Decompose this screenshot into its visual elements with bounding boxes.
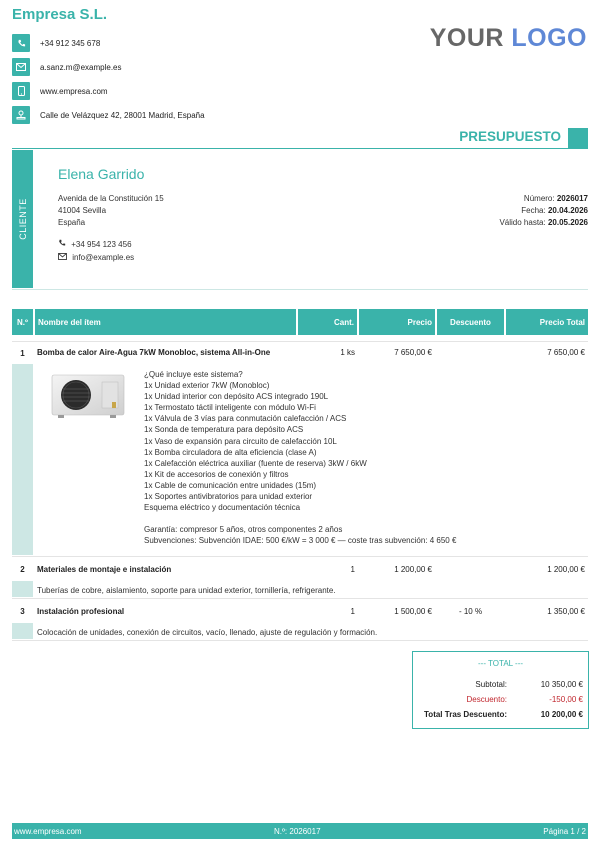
item-1-number: 1: [20, 348, 25, 358]
item-3-total: 1 350,00 €: [547, 607, 585, 616]
grand-total-value: 10 200,00 €: [540, 710, 583, 719]
item-3-discount: - 10 %: [458, 607, 483, 616]
item-3-qty: 1: [350, 607, 355, 616]
item-1-qty: 1 ks: [340, 348, 355, 357]
company-web: www.empresa.com: [40, 86, 108, 96]
phone-icon: [58, 240, 68, 249]
location-icon: [12, 106, 30, 124]
meta-valido-value: 20.05.2026: [547, 218, 588, 227]
client-divider: [12, 289, 588, 290]
item-2-name: Materiales de montaje e instalación: [37, 565, 172, 574]
title-accent-square: [568, 128, 588, 148]
item-2-total: 1 200,00 €: [547, 565, 585, 574]
row-divider: [12, 598, 588, 599]
meta-fecha-value: 20.04.2026: [547, 206, 588, 215]
header-n: N.º: [12, 309, 33, 335]
meta-numero-value: 2026017: [556, 194, 588, 203]
client-phone: +34 954 123 456: [71, 240, 132, 249]
company-email: a.sanz.m@example.es: [40, 62, 122, 72]
client-country: España: [58, 218, 86, 227]
client-address-2: 41004 Sevilla: [58, 206, 107, 215]
mobile-icon: [12, 82, 30, 100]
company-phone-row: [12, 34, 100, 52]
meta-valido: [499, 218, 588, 227]
row-divider: [12, 640, 588, 641]
header-total: Precio Total: [506, 309, 588, 335]
footer-page: Página 1 / 2: [543, 826, 586, 836]
header-qty: Cant.: [298, 309, 357, 335]
item-3-side-strip: [12, 623, 33, 639]
footer-number: N.º: 2026017: [274, 826, 321, 836]
subtotal-value: 10 350,00 €: [540, 680, 583, 689]
client-side-label-text: CLIENTE: [17, 198, 28, 240]
meta-numero-label: Número:: [523, 194, 555, 203]
meta-valido-label: Válido hasta:: [499, 218, 546, 227]
header-price: Precio: [359, 309, 435, 335]
company-address-row: [12, 106, 205, 124]
company-address: Calle de Velázquez 42, 28001 Madrid, España: [40, 110, 205, 120]
item-3-name: Instalación profesional: [37, 607, 125, 616]
item-1-total: 7 650,00 €: [547, 348, 585, 357]
item-2-qty: 1: [350, 565, 355, 574]
header-name: Nombre del ítem: [35, 309, 296, 335]
item-2-number: 2: [20, 564, 25, 574]
page-footer: [12, 823, 588, 839]
item-2-description: Tuberías de cobre, aislamiento, soporte para unidad exterior, tornillería, refrigerante.: [37, 586, 336, 595]
item-3-price: 1 500,00 €: [394, 607, 432, 616]
header-discount: Descuento: [437, 309, 504, 335]
client-email: info@example.es: [72, 253, 135, 262]
envelope-icon: [12, 58, 30, 76]
envelope-icon: [58, 253, 69, 262]
item-2-side-strip: [12, 581, 33, 597]
phone-icon: [12, 34, 30, 52]
logo-part-1: YOUR: [429, 24, 504, 52]
item-1-description: ¿Qué incluye este sistema? 1x Unidad exterior 7kW (Monobloc) 1x Unidad interior con depósito ACS integrado 190L 1x Termostato táctil inteligente con módulo Wi-Fi 1x Válvula de 3 vías para conmutación calefacción / ACS 1x Sonda de temperatura para depósito ACS 1x Vaso de expansión para circuito de calefacción 10L 1x Bomba circuladora de alta eficiencia (clase A) 1x Calefacción eléctrica auxiliar (fuente de reserva) 3kW / 6kW 1x Kit de accesorios de conexión y filtros 1x Cable de comunicación entre unidades (15m) 1x Soportes antivibratorios para unidad exterior Esquema eléctrico y documentación técnica Garantía: compresor 5 años, otros componentes 2 años Subvenciones: Subvención IDAE: 500 €/kW = 3 000 € — coste tras subvención: 4 650 €: [144, 370, 457, 546]
totals-title: --- TOTAL ---: [477, 659, 524, 668]
row-divider: [12, 556, 588, 557]
client-email-row: [58, 253, 134, 262]
client-phone-row: [58, 239, 132, 249]
company-name: Empresa S.L.: [12, 6, 108, 23]
company-email-row: [12, 58, 122, 76]
client-address-1: Avenida de la Constitución 15: [58, 194, 164, 203]
discount-label: Descuento:: [466, 695, 507, 704]
row-divider: [12, 341, 588, 342]
discount-value: -150,00 €: [549, 695, 583, 704]
company-web-row: [12, 82, 108, 100]
meta-fecha-label: Fecha:: [521, 206, 546, 215]
grand-total-label: Total Tras Descuento:: [424, 710, 507, 719]
item-3-description: Colocación de unidades, conexión de circuitos, vacío, llenado, ajuste de regulación y formación.: [37, 628, 378, 637]
item-1-price: 7 650,00 €: [394, 348, 432, 357]
subtotal-label: Subtotal:: [475, 680, 507, 689]
item-1-side-strip: [12, 364, 33, 555]
footer-web: www.empresa.com: [14, 826, 82, 836]
client-name: Elena Garrido: [58, 166, 145, 182]
item-1-name: Bomba de calor Aire-Agua 7kW Monobloc, sistema All-in-One: [37, 348, 271, 357]
client-side-label: [12, 150, 33, 288]
heat-pump-image: [50, 372, 128, 420]
company-logo: [430, 24, 587, 53]
item-2-price: 1 200,00 €: [394, 565, 432, 574]
meta-fecha: [521, 206, 588, 215]
logo-part-2: LOGO: [511, 24, 587, 52]
title-divider: [12, 148, 588, 149]
document-title: PRESUPUESTO: [459, 129, 561, 144]
company-phone: +34 912 345 678: [40, 38, 101, 48]
meta-numero: [524, 194, 588, 203]
item-3-number: 3: [20, 606, 25, 616]
